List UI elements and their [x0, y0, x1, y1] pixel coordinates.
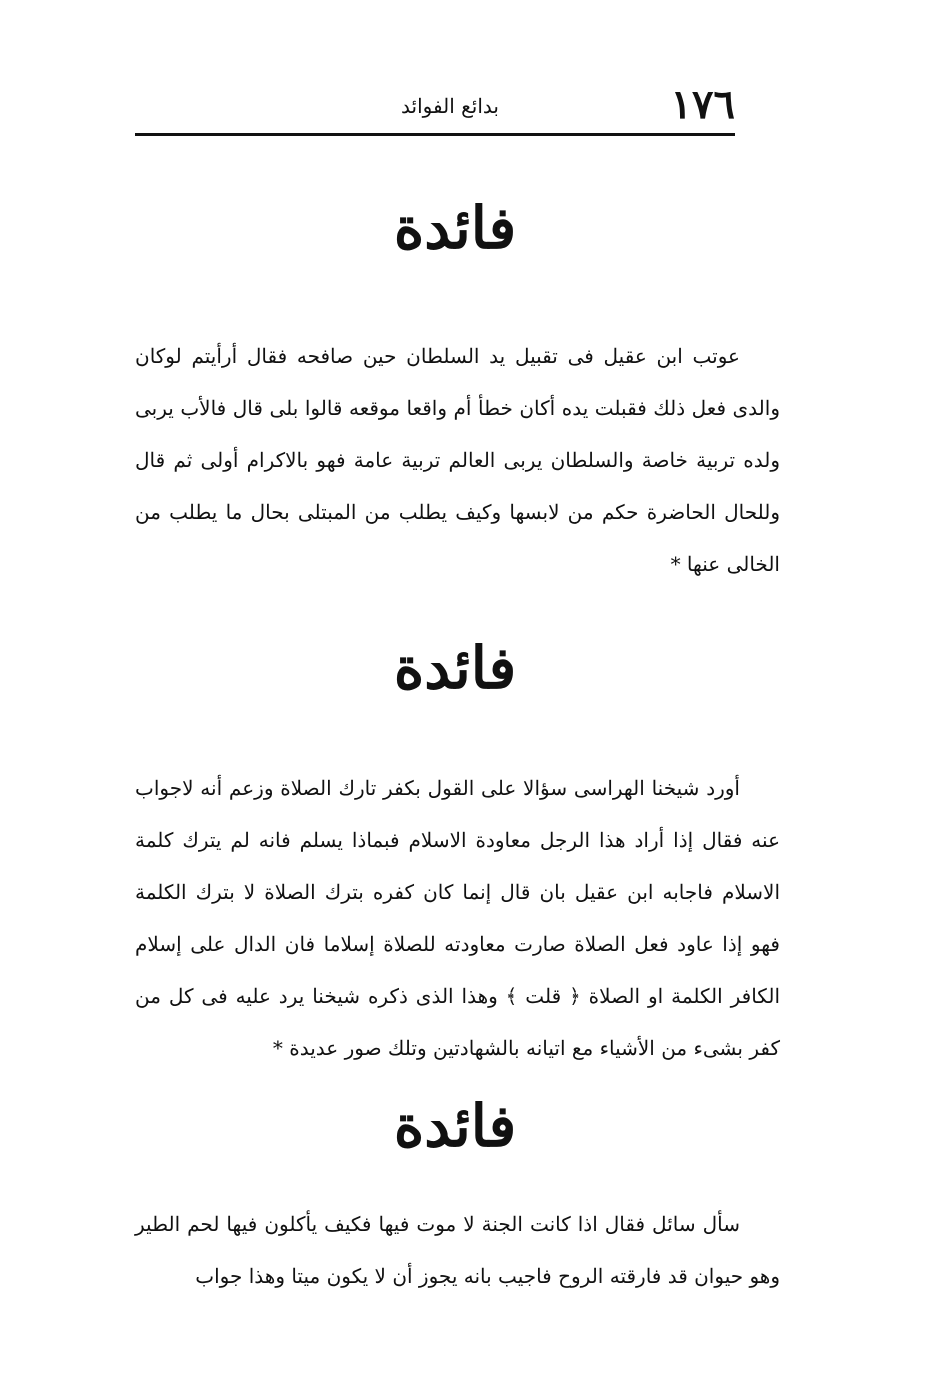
section-paragraph-3: سأل سائل فقال اذا كانت الجنة لا موت فيها فكيف يأكلون فيها لحم الطير وهو حيوان قد فارقته الروح فاجيب بانه يجوز أن لا يكون ميتا وهذا جواب	[135, 1212, 780, 1288]
section-heading-1: فائدة	[393, 194, 517, 262]
running-title: بدائع الفوائد	[401, 94, 499, 118]
section-paragraph-1: عوتب ابن عقيل فى تقبيل يد السلطان حين صافحه فقال أرأيتم لوكان والدى فعل ذلك فقبلت يده أكان خطأ أم واقعا موقعه قالوا بلى قال فالأب يربى ولده تربية خاصة والسلطان يربى العالم تربية عامة فهو بالاكرام أولى ثم قال وللحال الحاضرة حكم من لابسها وكيف يطلب من المبتلى بحال ما يطلب من الخالى عنها *	[135, 344, 780, 576]
header-rule	[135, 133, 735, 136]
page-number: ١٧٦	[670, 81, 735, 128]
section-heading-2: فائدة	[393, 634, 517, 702]
page-header	[135, 80, 735, 130]
section-heading-3: فائدة	[393, 1092, 517, 1160]
section-paragraph-2: أورد شيخنا الهراسى سؤالا على القول بكفر تارك الصلاة وزعم أنه لاجواب عنه فقال إذا أراد هذا الرجل معاودة الاسلام فبماذا يسلم فانه لم يترك كلمة الاسلام فاجابه ابن عقيل بان قال إنما كان كفره بترك الصلاة لا بترك الكلمة فهو إذا عاود فعل الصلاة صارت معاودته للصلاة إسلاما فان الدال على إسلام الكافر الكلمة او الصلاة ﴿ قلت ﴾ وهذا الذى ذكره شيخنا يرد عليه فى كل من كفر بشىء من الأشياء مع اتيانه بالشهادتين وتلك صور عديدة *	[135, 776, 780, 1060]
